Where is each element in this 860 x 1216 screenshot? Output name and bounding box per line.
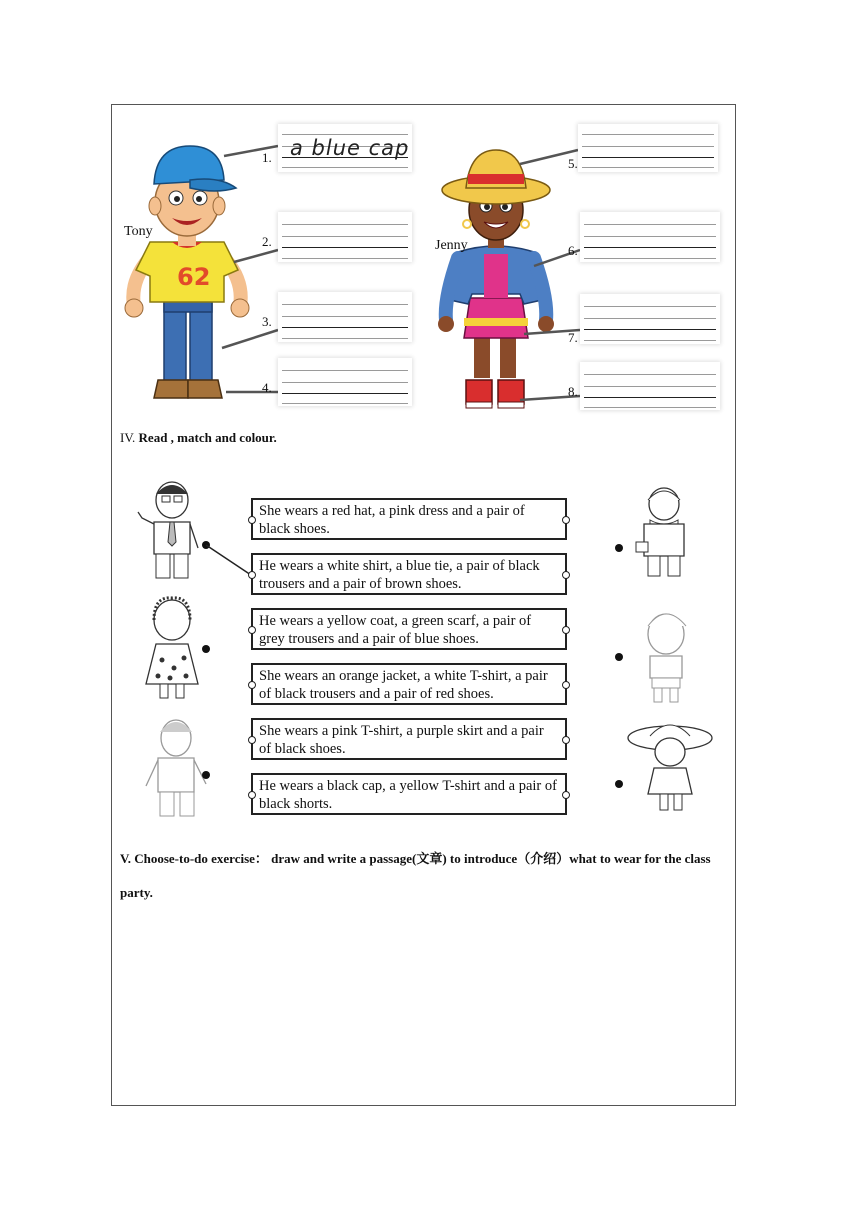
sentence-box-1[interactable] bbox=[251, 498, 567, 540]
sentence-box-2[interactable] bbox=[251, 553, 567, 595]
knob-left-6[interactable] bbox=[248, 791, 256, 799]
sentence-text-5: She wears a pink T-shirt, a purple skirt and a pair of black shoes. bbox=[259, 723, 544, 757]
sentence-text-6: He wears a black cap, a yellow T-shirt and a pair of black shorts. bbox=[259, 778, 557, 812]
sentence-text-2: He wears a white shirt, a blue tie, a pair of black trousers and a pair of brown shoes. bbox=[259, 558, 540, 592]
sentence-text-3: He wears a yellow coat, a green scarf, a pair of grey trousers and a pair of blue shoes. bbox=[259, 613, 532, 647]
tony-name-label: Tony bbox=[124, 224, 153, 239]
sentence-box-5[interactable] bbox=[251, 718, 567, 760]
item-number-3: 3. bbox=[262, 314, 272, 329]
sentence-text-1: She wears a red hat, a pink dress and a pair of black shoes. bbox=[259, 503, 525, 537]
item-number-5: 5. bbox=[568, 156, 578, 171]
knob-left-3[interactable] bbox=[248, 626, 256, 634]
drawing-area[interactable] bbox=[116, 910, 731, 1100]
item-number-7: 7. bbox=[568, 330, 578, 345]
sentence-box-4[interactable] bbox=[251, 663, 567, 705]
knob-right-2[interactable] bbox=[562, 571, 570, 579]
part5-title: V. Choose-to-do exercise： draw and write a passage(文章) to introduce（介绍）what to wear for the class party. bbox=[120, 851, 711, 900]
item-number-2: 2. bbox=[262, 234, 272, 249]
knob-left-4[interactable] bbox=[248, 681, 256, 689]
tony-shirt-number: 62 bbox=[177, 263, 211, 291]
item-number-6: 6. bbox=[568, 243, 578, 258]
sentence-box-3[interactable] bbox=[251, 608, 567, 650]
knob-right-1[interactable] bbox=[562, 516, 570, 524]
knob-right-5[interactable] bbox=[562, 736, 570, 744]
sentence-text-4: She wears an orange jacket, a white T-shirt, a pair of black trousers and a pair of red shoes. bbox=[259, 668, 548, 702]
knob-left-2[interactable] bbox=[248, 571, 256, 579]
knob-right-3[interactable] bbox=[562, 626, 570, 634]
knob-right-6[interactable] bbox=[562, 791, 570, 799]
item-number-4: 4. bbox=[262, 380, 272, 395]
item-number-1: 1. bbox=[262, 150, 272, 165]
jenny-name-label: Jenny bbox=[435, 238, 468, 253]
part4-title-prefix: IV. bbox=[120, 430, 136, 445]
sentence-box-6[interactable] bbox=[251, 773, 567, 815]
knob-right-4[interactable] bbox=[562, 681, 570, 689]
item-number-8: 8. bbox=[568, 384, 578, 399]
part4-title-text: Read , match and colour. bbox=[138, 430, 277, 445]
knob-left-5[interactable] bbox=[248, 736, 256, 744]
knob-left-1[interactable] bbox=[248, 516, 256, 524]
answer-text-1: a blue cap bbox=[290, 136, 410, 160]
